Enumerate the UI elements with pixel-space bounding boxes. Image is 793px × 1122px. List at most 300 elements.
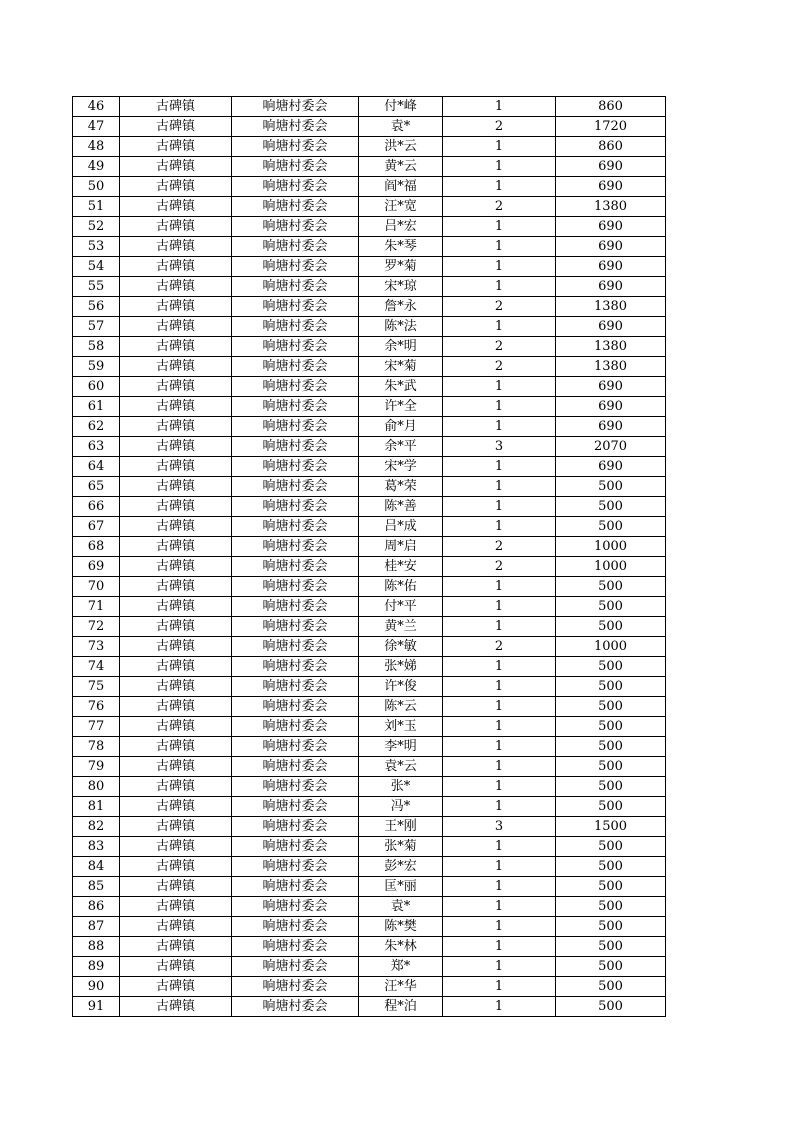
amount-cell: 690 bbox=[556, 217, 666, 237]
amount-cell: 500 bbox=[556, 777, 666, 797]
amount-cell: 500 bbox=[556, 957, 666, 977]
amount-cell: 500 bbox=[556, 877, 666, 897]
town-cell: 古碑镇 bbox=[120, 277, 232, 297]
town-cell: 古碑镇 bbox=[120, 557, 232, 577]
row-number-cell: 90 bbox=[73, 977, 120, 997]
name-cell: 张* bbox=[359, 777, 443, 797]
row-number-cell: 51 bbox=[73, 197, 120, 217]
amount-cell: 500 bbox=[556, 997, 666, 1017]
name-cell: 朱*林 bbox=[359, 937, 443, 957]
table-row bbox=[73, 357, 666, 377]
amount-cell: 1000 bbox=[556, 537, 666, 557]
amount-cell: 690 bbox=[556, 397, 666, 417]
household-count-cell: 1 bbox=[443, 97, 556, 117]
name-cell: 黄*云 bbox=[359, 157, 443, 177]
town-cell: 古碑镇 bbox=[120, 497, 232, 517]
amount-cell: 1380 bbox=[556, 197, 666, 217]
household-count-cell: 1 bbox=[443, 977, 556, 997]
name-cell: 朱*琴 bbox=[359, 237, 443, 257]
village-committee-cell: 响塘村委会 bbox=[232, 657, 359, 677]
town-cell: 古碑镇 bbox=[120, 217, 232, 237]
amount-cell: 500 bbox=[556, 897, 666, 917]
row-number-cell: 64 bbox=[73, 457, 120, 477]
table-row bbox=[73, 937, 666, 957]
amount-cell: 690 bbox=[556, 457, 666, 477]
town-cell: 古碑镇 bbox=[120, 677, 232, 697]
amount-cell: 500 bbox=[556, 737, 666, 757]
amount-cell: 690 bbox=[556, 157, 666, 177]
village-committee-cell: 响塘村委会 bbox=[232, 277, 359, 297]
row-number-cell: 67 bbox=[73, 517, 120, 537]
amount-cell: 1000 bbox=[556, 557, 666, 577]
household-count-cell: 1 bbox=[443, 937, 556, 957]
row-number-cell: 48 bbox=[73, 137, 120, 157]
table-row bbox=[73, 657, 666, 677]
row-number-cell: 58 bbox=[73, 337, 120, 357]
amount-cell: 500 bbox=[556, 937, 666, 957]
amount-cell: 500 bbox=[556, 577, 666, 597]
town-cell: 古碑镇 bbox=[120, 637, 232, 657]
row-number-cell: 73 bbox=[73, 637, 120, 657]
village-committee-cell: 响塘村委会 bbox=[232, 437, 359, 457]
row-number-cell: 76 bbox=[73, 697, 120, 717]
town-cell: 古碑镇 bbox=[120, 437, 232, 457]
town-cell: 古碑镇 bbox=[120, 257, 232, 277]
table-row bbox=[73, 637, 666, 657]
town-cell: 古碑镇 bbox=[120, 897, 232, 917]
village-committee-cell: 响塘村委会 bbox=[232, 797, 359, 817]
town-cell: 古碑镇 bbox=[120, 977, 232, 997]
table-row bbox=[73, 897, 666, 917]
village-committee-cell: 响塘村委会 bbox=[232, 577, 359, 597]
table-row bbox=[73, 877, 666, 897]
village-committee-cell: 响塘村委会 bbox=[232, 517, 359, 537]
name-cell: 袁*云 bbox=[359, 757, 443, 777]
amount-cell: 690 bbox=[556, 237, 666, 257]
amount-cell: 690 bbox=[556, 317, 666, 337]
table-row bbox=[73, 297, 666, 317]
table-row bbox=[73, 837, 666, 857]
town-cell: 古碑镇 bbox=[120, 997, 232, 1017]
name-cell: 陈*佑 bbox=[359, 577, 443, 597]
household-count-cell: 1 bbox=[443, 577, 556, 597]
table-row bbox=[73, 337, 666, 357]
village-committee-cell: 响塘村委会 bbox=[232, 497, 359, 517]
household-count-cell: 1 bbox=[443, 417, 556, 437]
row-number-cell: 79 bbox=[73, 757, 120, 777]
household-count-cell: 1 bbox=[443, 497, 556, 517]
name-cell: 陈*云 bbox=[359, 697, 443, 717]
amount-cell: 500 bbox=[556, 617, 666, 637]
household-count-cell: 2 bbox=[443, 117, 556, 137]
village-committee-cell: 响塘村委会 bbox=[232, 457, 359, 477]
amount-cell: 1500 bbox=[556, 817, 666, 837]
name-cell: 李*明 bbox=[359, 737, 443, 757]
name-cell: 陈*善 bbox=[359, 497, 443, 517]
table-row bbox=[73, 377, 666, 397]
household-count-cell: 1 bbox=[443, 657, 556, 677]
town-cell: 古碑镇 bbox=[120, 617, 232, 637]
amount-cell: 500 bbox=[556, 497, 666, 517]
name-cell: 葛*荣 bbox=[359, 477, 443, 497]
row-number-cell: 87 bbox=[73, 917, 120, 937]
household-count-cell: 1 bbox=[443, 777, 556, 797]
household-count-cell: 1 bbox=[443, 957, 556, 977]
amount-cell: 500 bbox=[556, 757, 666, 777]
household-count-cell: 2 bbox=[443, 637, 556, 657]
table-row bbox=[73, 397, 666, 417]
amount-cell: 860 bbox=[556, 137, 666, 157]
row-number-cell: 75 bbox=[73, 677, 120, 697]
household-count-cell: 1 bbox=[443, 837, 556, 857]
household-count-cell: 1 bbox=[443, 757, 556, 777]
amount-cell: 500 bbox=[556, 697, 666, 717]
row-number-cell: 53 bbox=[73, 237, 120, 257]
row-number-cell: 56 bbox=[73, 297, 120, 317]
name-cell: 余*平 bbox=[359, 437, 443, 457]
row-number-cell: 46 bbox=[73, 97, 120, 117]
row-number-cell: 70 bbox=[73, 577, 120, 597]
amount-cell: 1380 bbox=[556, 357, 666, 377]
village-committee-cell: 响塘村委会 bbox=[232, 837, 359, 857]
name-cell: 吕*宏 bbox=[359, 217, 443, 237]
table-row bbox=[73, 777, 666, 797]
row-number-cell: 78 bbox=[73, 737, 120, 757]
household-count-cell: 1 bbox=[443, 517, 556, 537]
village-committee-cell: 响塘村委会 bbox=[232, 857, 359, 877]
table-row bbox=[73, 237, 666, 257]
town-cell: 古碑镇 bbox=[120, 577, 232, 597]
table-row bbox=[73, 677, 666, 697]
row-number-cell: 47 bbox=[73, 117, 120, 137]
amount-cell: 1380 bbox=[556, 297, 666, 317]
name-cell: 吕*成 bbox=[359, 517, 443, 537]
village-committee-cell: 响塘村委会 bbox=[232, 477, 359, 497]
name-cell: 张*菊 bbox=[359, 837, 443, 857]
name-cell: 汪*宽 bbox=[359, 197, 443, 217]
name-cell: 俞*月 bbox=[359, 417, 443, 437]
name-cell: 宋*琼 bbox=[359, 277, 443, 297]
village-committee-cell: 响塘村委会 bbox=[232, 677, 359, 697]
name-cell: 程*泊 bbox=[359, 997, 443, 1017]
row-number-cell: 83 bbox=[73, 837, 120, 857]
row-number-cell: 81 bbox=[73, 797, 120, 817]
amount-cell: 500 bbox=[556, 857, 666, 877]
household-count-cell: 2 bbox=[443, 357, 556, 377]
household-count-cell: 1 bbox=[443, 697, 556, 717]
town-cell: 古碑镇 bbox=[120, 757, 232, 777]
town-cell: 古碑镇 bbox=[120, 837, 232, 857]
row-number-cell: 86 bbox=[73, 897, 120, 917]
name-cell: 洪*云 bbox=[359, 137, 443, 157]
village-committee-cell: 响塘村委会 bbox=[232, 337, 359, 357]
household-count-cell: 1 bbox=[443, 737, 556, 757]
village-committee-cell: 响塘村委会 bbox=[232, 997, 359, 1017]
household-count-cell: 1 bbox=[443, 457, 556, 477]
amount-cell: 690 bbox=[556, 377, 666, 397]
table-row bbox=[73, 697, 666, 717]
name-cell: 余*明 bbox=[359, 337, 443, 357]
town-cell: 古碑镇 bbox=[120, 237, 232, 257]
row-number-cell: 60 bbox=[73, 377, 120, 397]
village-committee-cell: 响塘村委会 bbox=[232, 237, 359, 257]
town-cell: 古碑镇 bbox=[120, 157, 232, 177]
name-cell: 冯* bbox=[359, 797, 443, 817]
table-row bbox=[73, 577, 666, 597]
table-row bbox=[73, 317, 666, 337]
row-number-cell: 74 bbox=[73, 657, 120, 677]
amount-cell: 500 bbox=[556, 917, 666, 937]
amount-cell: 690 bbox=[556, 277, 666, 297]
village-committee-cell: 响塘村委会 bbox=[232, 557, 359, 577]
amount-cell: 500 bbox=[556, 677, 666, 697]
name-cell: 阎*福 bbox=[359, 177, 443, 197]
village-committee-cell: 响塘村委会 bbox=[232, 777, 359, 797]
amount-cell: 500 bbox=[556, 517, 666, 537]
name-cell: 桂*安 bbox=[359, 557, 443, 577]
town-cell: 古碑镇 bbox=[120, 597, 232, 617]
name-cell: 周*启 bbox=[359, 537, 443, 557]
name-cell: 袁* bbox=[359, 117, 443, 137]
town-cell: 古碑镇 bbox=[120, 817, 232, 837]
amount-cell: 690 bbox=[556, 177, 666, 197]
table-row bbox=[73, 817, 666, 837]
village-committee-cell: 响塘村委会 bbox=[232, 817, 359, 837]
town-cell: 古碑镇 bbox=[120, 657, 232, 677]
household-count-cell: 1 bbox=[443, 157, 556, 177]
household-count-cell: 1 bbox=[443, 997, 556, 1017]
village-committee-cell: 响塘村委会 bbox=[232, 977, 359, 997]
town-cell: 古碑镇 bbox=[120, 377, 232, 397]
name-cell: 宋*学 bbox=[359, 457, 443, 477]
town-cell: 古碑镇 bbox=[120, 717, 232, 737]
household-count-cell: 1 bbox=[443, 477, 556, 497]
town-cell: 古碑镇 bbox=[120, 477, 232, 497]
town-cell: 古碑镇 bbox=[120, 877, 232, 897]
amount-cell: 1720 bbox=[556, 117, 666, 137]
row-number-cell: 62 bbox=[73, 417, 120, 437]
amount-cell: 500 bbox=[556, 837, 666, 857]
town-cell: 古碑镇 bbox=[120, 517, 232, 537]
village-committee-cell: 响塘村委会 bbox=[232, 617, 359, 637]
town-cell: 古碑镇 bbox=[120, 97, 232, 117]
town-cell: 古碑镇 bbox=[120, 137, 232, 157]
amount-cell: 500 bbox=[556, 477, 666, 497]
row-number-cell: 65 bbox=[73, 477, 120, 497]
amount-cell: 500 bbox=[556, 597, 666, 617]
town-cell: 古碑镇 bbox=[120, 117, 232, 137]
name-cell: 詹*永 bbox=[359, 297, 443, 317]
village-committee-cell: 响塘村委会 bbox=[232, 177, 359, 197]
row-number-cell: 57 bbox=[73, 317, 120, 337]
town-cell: 古碑镇 bbox=[120, 797, 232, 817]
town-cell: 古碑镇 bbox=[120, 337, 232, 357]
row-number-cell: 77 bbox=[73, 717, 120, 737]
beneficiary-table bbox=[72, 96, 666, 1017]
town-cell: 古碑镇 bbox=[120, 917, 232, 937]
table-row bbox=[73, 597, 666, 617]
household-count-cell: 1 bbox=[443, 917, 556, 937]
row-number-cell: 69 bbox=[73, 557, 120, 577]
table-row bbox=[73, 997, 666, 1017]
table-row bbox=[73, 137, 666, 157]
household-count-cell: 2 bbox=[443, 197, 556, 217]
row-number-cell: 91 bbox=[73, 997, 120, 1017]
village-committee-cell: 响塘村委会 bbox=[232, 397, 359, 417]
table-row bbox=[73, 737, 666, 757]
table-row bbox=[73, 217, 666, 237]
town-cell: 古碑镇 bbox=[120, 297, 232, 317]
table-row bbox=[73, 417, 666, 437]
row-number-cell: 80 bbox=[73, 777, 120, 797]
village-committee-cell: 响塘村委会 bbox=[232, 157, 359, 177]
household-count-cell: 2 bbox=[443, 337, 556, 357]
village-committee-cell: 响塘村委会 bbox=[232, 877, 359, 897]
table-row bbox=[73, 857, 666, 877]
household-count-cell: 3 bbox=[443, 817, 556, 837]
village-committee-cell: 响塘村委会 bbox=[232, 377, 359, 397]
household-count-cell: 2 bbox=[443, 557, 556, 577]
household-count-cell: 2 bbox=[443, 297, 556, 317]
table-row bbox=[73, 957, 666, 977]
amount-cell: 690 bbox=[556, 257, 666, 277]
name-cell: 朱*武 bbox=[359, 377, 443, 397]
name-cell: 刘*玉 bbox=[359, 717, 443, 737]
name-cell: 匡*丽 bbox=[359, 877, 443, 897]
amount-cell: 690 bbox=[556, 417, 666, 437]
row-number-cell: 55 bbox=[73, 277, 120, 297]
village-committee-cell: 响塘村委会 bbox=[232, 697, 359, 717]
household-count-cell: 1 bbox=[443, 857, 556, 877]
name-cell: 陈*法 bbox=[359, 317, 443, 337]
row-number-cell: 66 bbox=[73, 497, 120, 517]
table-row bbox=[73, 197, 666, 217]
table-body bbox=[73, 97, 666, 1017]
village-committee-cell: 响塘村委会 bbox=[232, 737, 359, 757]
amount-cell: 1000 bbox=[556, 637, 666, 657]
name-cell: 罗*菊 bbox=[359, 257, 443, 277]
village-committee-cell: 响塘村委会 bbox=[232, 937, 359, 957]
name-cell: 付*平 bbox=[359, 597, 443, 617]
household-count-cell: 1 bbox=[443, 877, 556, 897]
village-committee-cell: 响塘村委会 bbox=[232, 417, 359, 437]
table-row bbox=[73, 157, 666, 177]
household-count-cell: 1 bbox=[443, 897, 556, 917]
row-number-cell: 82 bbox=[73, 817, 120, 837]
name-cell: 王*刚 bbox=[359, 817, 443, 837]
household-count-cell: 1 bbox=[443, 257, 556, 277]
village-committee-cell: 响塘村委会 bbox=[232, 197, 359, 217]
row-number-cell: 88 bbox=[73, 937, 120, 957]
household-count-cell: 1 bbox=[443, 137, 556, 157]
name-cell: 许*全 bbox=[359, 397, 443, 417]
table-row bbox=[73, 497, 666, 517]
town-cell: 古碑镇 bbox=[120, 857, 232, 877]
table-row bbox=[73, 437, 666, 457]
household-count-cell: 1 bbox=[443, 397, 556, 417]
table-row bbox=[73, 517, 666, 537]
name-cell: 张*娣 bbox=[359, 657, 443, 677]
town-cell: 古碑镇 bbox=[120, 777, 232, 797]
name-cell: 陈*樊 bbox=[359, 917, 443, 937]
table-row bbox=[73, 97, 666, 117]
village-committee-cell: 响塘村委会 bbox=[232, 137, 359, 157]
town-cell: 古碑镇 bbox=[120, 357, 232, 377]
village-committee-cell: 响塘村委会 bbox=[232, 317, 359, 337]
village-committee-cell: 响塘村委会 bbox=[232, 297, 359, 317]
household-count-cell: 1 bbox=[443, 317, 556, 337]
town-cell: 古碑镇 bbox=[120, 737, 232, 757]
name-cell: 郑* bbox=[359, 957, 443, 977]
village-committee-cell: 响塘村委会 bbox=[232, 957, 359, 977]
table-row bbox=[73, 757, 666, 777]
row-number-cell: 63 bbox=[73, 437, 120, 457]
amount-cell: 2070 bbox=[556, 437, 666, 457]
town-cell: 古碑镇 bbox=[120, 457, 232, 477]
row-number-cell: 72 bbox=[73, 617, 120, 637]
name-cell: 许*俊 bbox=[359, 677, 443, 697]
village-committee-cell: 响塘村委会 bbox=[232, 257, 359, 277]
village-committee-cell: 响塘村委会 bbox=[232, 757, 359, 777]
name-cell: 汪*华 bbox=[359, 977, 443, 997]
table-row bbox=[73, 277, 666, 297]
name-cell: 彭*宏 bbox=[359, 857, 443, 877]
town-cell: 古碑镇 bbox=[120, 697, 232, 717]
table-row bbox=[73, 717, 666, 737]
table-row bbox=[73, 977, 666, 997]
table-row bbox=[73, 797, 666, 817]
name-cell: 付*峰 bbox=[359, 97, 443, 117]
household-count-cell: 1 bbox=[443, 797, 556, 817]
town-cell: 古碑镇 bbox=[120, 177, 232, 197]
household-count-cell: 3 bbox=[443, 437, 556, 457]
town-cell: 古碑镇 bbox=[120, 937, 232, 957]
household-count-cell: 1 bbox=[443, 237, 556, 257]
amount-cell: 500 bbox=[556, 657, 666, 677]
row-number-cell: 61 bbox=[73, 397, 120, 417]
table-row bbox=[73, 477, 666, 497]
amount-cell: 500 bbox=[556, 797, 666, 817]
household-count-cell: 1 bbox=[443, 177, 556, 197]
household-count-cell: 1 bbox=[443, 217, 556, 237]
name-cell: 宋*菊 bbox=[359, 357, 443, 377]
town-cell: 古碑镇 bbox=[120, 957, 232, 977]
household-count-cell: 1 bbox=[443, 377, 556, 397]
household-count-cell: 1 bbox=[443, 597, 556, 617]
table-row bbox=[73, 117, 666, 137]
row-number-cell: 54 bbox=[73, 257, 120, 277]
row-number-cell: 49 bbox=[73, 157, 120, 177]
table-row bbox=[73, 917, 666, 937]
row-number-cell: 68 bbox=[73, 537, 120, 557]
row-number-cell: 50 bbox=[73, 177, 120, 197]
town-cell: 古碑镇 bbox=[120, 397, 232, 417]
household-count-cell: 1 bbox=[443, 277, 556, 297]
town-cell: 古碑镇 bbox=[120, 417, 232, 437]
table-row bbox=[73, 177, 666, 197]
town-cell: 古碑镇 bbox=[120, 197, 232, 217]
town-cell: 古碑镇 bbox=[120, 317, 232, 337]
amount-cell: 860 bbox=[556, 97, 666, 117]
village-committee-cell: 响塘村委会 bbox=[232, 97, 359, 117]
row-number-cell: 85 bbox=[73, 877, 120, 897]
amount-cell: 500 bbox=[556, 717, 666, 737]
name-cell: 袁* bbox=[359, 897, 443, 917]
amount-cell: 500 bbox=[556, 977, 666, 997]
village-committee-cell: 响塘村委会 bbox=[232, 597, 359, 617]
row-number-cell: 89 bbox=[73, 957, 120, 977]
table-row bbox=[73, 617, 666, 637]
